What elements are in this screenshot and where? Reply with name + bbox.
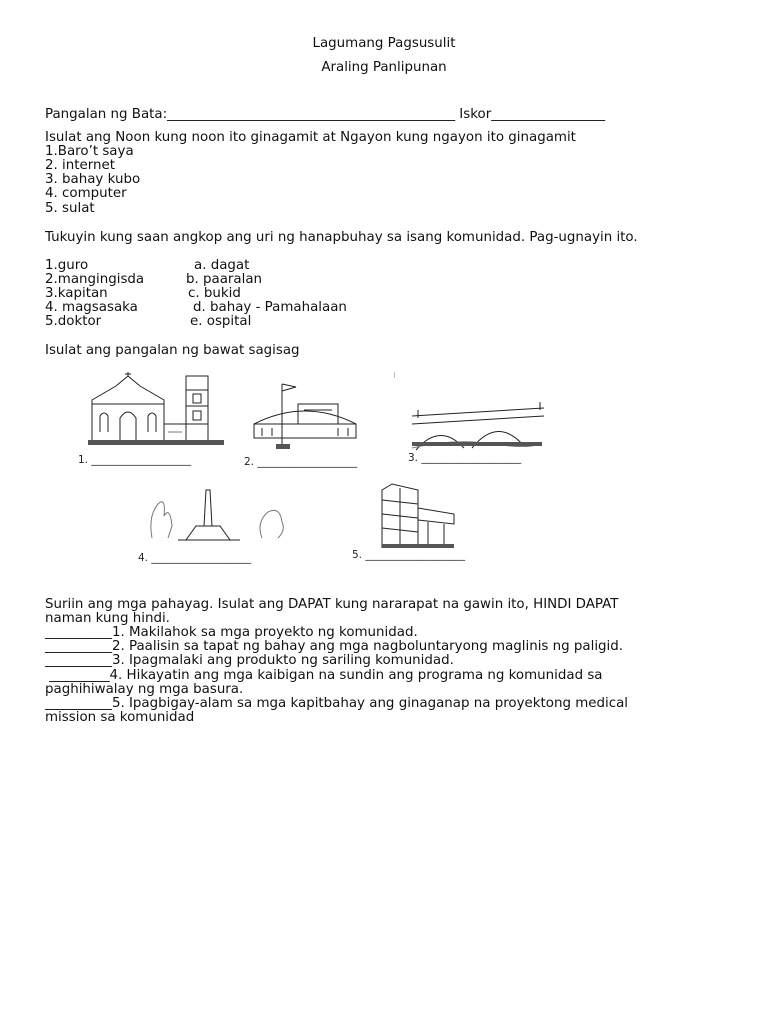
picture-answer-line[interactable]: 2. ___________________ [244,456,358,468]
name-score-line: Pangalan ng Bata:___________________________________________ Iskor_________________ [45,107,606,122]
statement-item: __________1. Makilahok sa mga proyekto ng komunidad. [45,625,418,640]
match-right-item: b. paaralan [186,272,263,287]
match-left-item: 4. magsasaka [45,300,138,315]
picture-answer-line[interactable]: 5. ___________________ [352,549,466,561]
statement-item: _________4. Hikayatin ang mga kaibigan na sundin ang programa ng komunidad sa [45,668,603,683]
part4-instruction: naman kung hindi. [45,611,170,626]
part1-item: 1.Baro’t saya [45,144,134,159]
picture-answer-line[interactable]: 3. ___________________ [408,452,522,464]
match-right-item: d. bahay - Pamahalaan [193,300,347,315]
monument-picture [144,486,290,546]
part1-item: 4. computer [45,186,127,201]
match-left-item: 3.kapitan [45,286,108,301]
part1-instruction: Isulat ang Noon kung noon ito ginagamit at Ngayon kung ngayon ito ginagamit [45,130,576,145]
statement-item: paghihiwalay ng mga basura. [45,682,244,697]
statement-item: __________2. Paalisin sa tapat ng bahay ang mga nagboluntaryong maglinis ng paligid. [45,639,624,654]
hospital-building-picture [378,480,458,550]
match-left-item: 5.doktor [45,314,102,329]
match-right-item: e. ospital [190,314,252,329]
statement-item: __________3. Ipagmalaki ang produkto ng sariling komunidad. [45,653,454,668]
part1-item: 5. sulat [45,201,95,216]
part4-instruction: Suriin ang mga pahayag. Isulat ang DAPAT kung nararapat na gawin ito, HINDI DAPAT [45,597,619,612]
statement-item: __________5. Ipagbigay-alam sa mga kapitbahay ang ginaganap na proyektong medical [45,696,629,711]
bridge-picture [394,372,544,452]
match-right-item: a. dagat [194,258,250,273]
worksheet-title: Lagumang Pagsusulit [312,36,456,51]
part1-item: 3. bahay kubo [45,172,141,187]
church-picture [88,372,226,447]
statement-item: mission sa komunidad [45,710,195,725]
part2-instruction: Tukuyin kung saan angkop ang uri ng hanapbuhay sa isang komunidad. Pag-ugnayin ito. [45,230,638,245]
part3-instruction: Isulat ang pangalan ng bawat sagisag [45,343,300,358]
worksheet-subject: Araling Panlipunan [321,60,447,75]
match-left-item: 2.mangingisda [45,272,145,287]
government-building-picture [250,378,360,450]
picture-answer-line[interactable]: 4. ___________________ [138,552,252,564]
picture-answer-line[interactable]: 1. ___________________ [78,454,192,466]
part1-item: 2. internet [45,158,115,173]
match-left-item: 1.guro [45,258,89,273]
match-right-item: c. bukid [188,286,241,301]
